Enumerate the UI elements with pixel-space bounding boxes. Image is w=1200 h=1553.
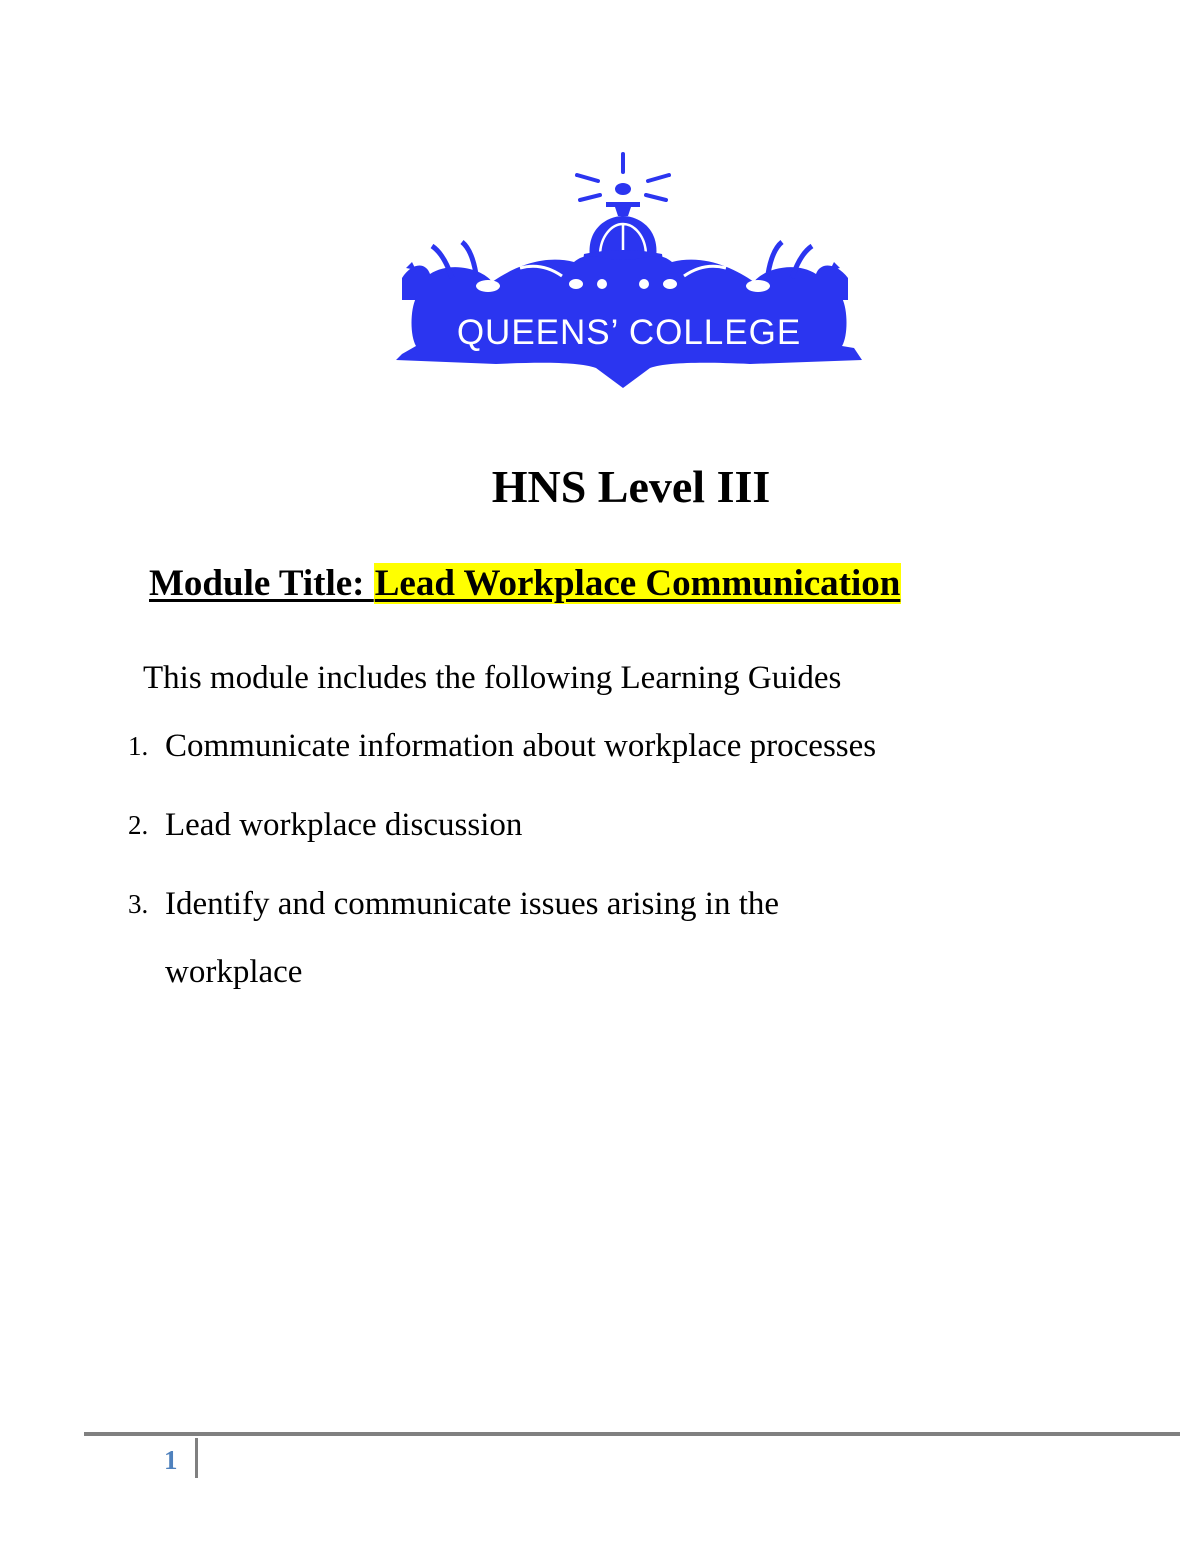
page-number: 1 (164, 1445, 178, 1475)
module-title (149, 560, 901, 608)
learning-guides-list (128, 723, 1048, 1028)
list-item (128, 723, 1048, 780)
module-title-label: Module Title: (149, 563, 374, 604)
guide-text: Communicate information about workplace processes (165, 728, 877, 764)
guide-text: Identify and communicate issues arising in the workplace (165, 886, 780, 990)
learning-guides-intro: This module includes the following Learning Guides (143, 660, 842, 696)
list-item (128, 881, 1048, 1006)
guide-number: 1. (128, 731, 149, 761)
module-title-value: Lead Workplace Communication (374, 563, 901, 604)
level-heading: HNS Level III (491, 461, 771, 512)
logo-text: QUEENS’ COLLEGE (456, 313, 802, 352)
guide-number: 3. (128, 889, 149, 919)
list-item (128, 802, 1048, 859)
guide-text: Lead workplace discussion (165, 807, 523, 843)
queens-college-logo (392, 150, 872, 390)
footer-divider (195, 1438, 198, 1478)
guide-number: 2. (128, 810, 149, 840)
footer-rule (84, 1432, 1180, 1436)
